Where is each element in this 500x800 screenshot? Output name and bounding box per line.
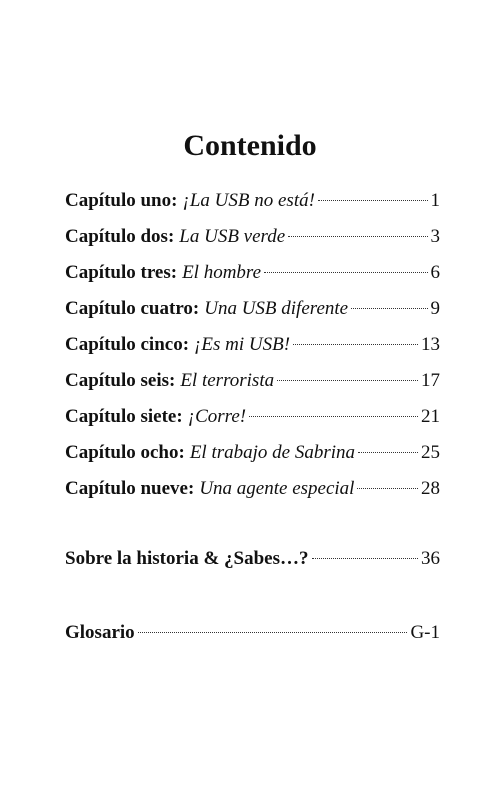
toc-row-chapter-3[interactable] [65,260,440,286]
section-label: Sobre la historia & ¿Sabes…? [65,548,309,569]
page-number: G-1 [410,622,440,643]
chapter-label: Capítulo siete: [65,406,183,427]
page-number: 36 [421,548,440,569]
dot-leader [288,236,427,237]
toc-row-about-story[interactable] [65,546,440,572]
toc-row-chapter-8[interactable] [65,440,440,466]
chapter-title: Una agente especial [199,478,355,499]
chapter-title: La USB verde [179,226,286,247]
dot-leader [138,632,408,633]
dot-leader [357,488,418,489]
chapter-label: Capítulo dos: [65,226,175,247]
chapter-title: El terrorista [180,370,275,391]
toc-row-chapter-4[interactable] [65,296,440,322]
chapter-title: ¡Corre! [187,406,247,427]
toc-row-chapter-7[interactable] [65,404,440,430]
toc-row-chapter-1[interactable] [65,188,440,214]
chapter-title: El trabajo de Sabrina [189,442,356,463]
chapter-title: El hombre [182,262,262,283]
dot-leader [277,380,418,381]
page-number: 9 [430,298,440,319]
chapter-label: Capítulo tres: [65,262,178,283]
page-number: 13 [421,334,440,355]
chapter-label: Capítulo seis: [65,370,176,391]
toc-row-glossary[interactable] [65,620,440,646]
toc-row-chapter-9[interactable] [65,476,440,502]
chapter-label: Capítulo ocho: [65,442,185,463]
dot-leader [358,452,418,453]
page-number: 21 [421,406,440,427]
page-number: 1 [430,190,440,211]
toc-row-chapter-5[interactable] [65,332,440,358]
chapter-label: Capítulo nueve: [65,478,195,499]
chapter-label: Capítulo cuatro: [65,298,200,319]
chapter-label: Capítulo uno: [65,190,178,211]
page-number: 25 [421,442,440,463]
dot-leader [312,558,418,559]
chapter-title: ¡Es mi USB! [194,334,291,355]
page-title: Contenido [183,129,317,163]
dot-leader [293,344,418,345]
page-number: 17 [421,370,440,391]
chapter-title: ¡La USB no está! [182,190,315,211]
dot-leader [351,308,427,309]
page-number: 6 [430,262,440,283]
page-number: 28 [421,478,440,499]
section-label: Glosario [65,622,135,643]
page-number: 3 [430,226,440,247]
dot-leader [318,200,428,201]
chapter-title: Una USB diferente [204,298,349,319]
toc-row-chapter-6[interactable] [65,368,440,394]
dot-leader [264,272,427,273]
toc-row-chapter-2[interactable] [65,224,440,250]
chapter-label: Capítulo cinco: [65,334,190,355]
dot-leader [249,416,418,417]
